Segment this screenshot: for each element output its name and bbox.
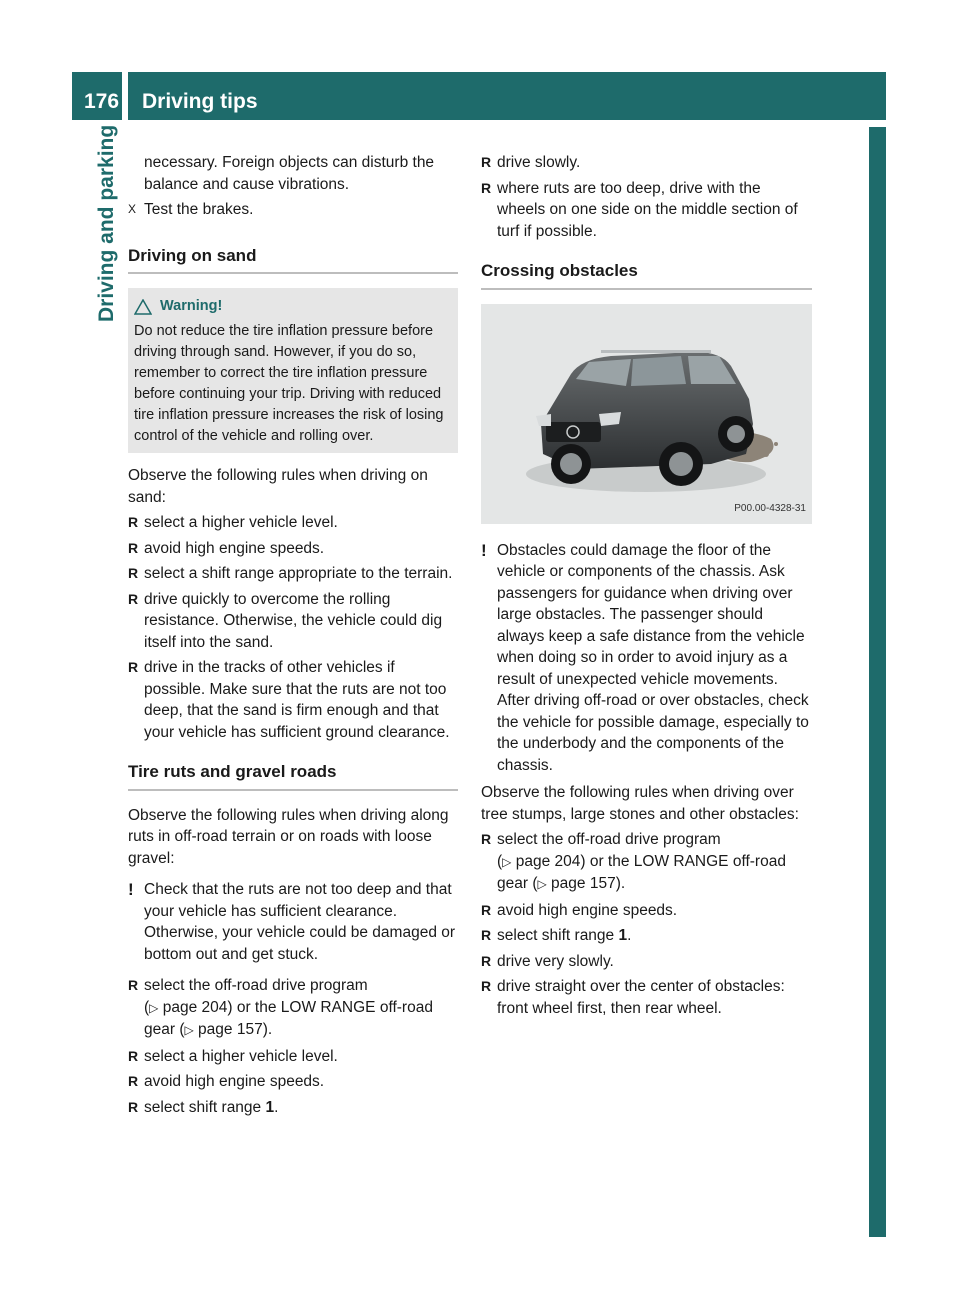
list-item-text: drive in the tracks of other vehicles if possible. Make sure that the ruts are not too deep, that the sand is firm enough and that your vehicle has sufficient ground clearance. bbox=[144, 659, 450, 741]
list-item bbox=[128, 657, 458, 743]
notice-text: Check that the ruts are not too deep and that your vehicle has sufficient clearance. Otherwise, your vehicle could be damaged or bottom out and get stuck. bbox=[144, 881, 456, 963]
period: . bbox=[627, 927, 632, 944]
bullet-icon: R bbox=[481, 901, 492, 918]
list-item bbox=[481, 829, 812, 896]
list-item-text: gear ( bbox=[497, 875, 538, 892]
list-item bbox=[128, 512, 458, 534]
left-column bbox=[128, 152, 458, 1122]
bullet-icon: R bbox=[128, 1047, 139, 1064]
list-item bbox=[128, 1097, 458, 1119]
notice-text: Obstacles could damage the floor of the vehicle or components of the chassis. Ask passengers for guidance when driving over large obstacles. The passenger should always keep a safe distance from the vehicle when doing so in order to avoid injury as a result of unexpected vehicle movements. After driving off-road or over obstacles, check the vehicle for possible damage, especially to the underbody and the components of the chassis. bbox=[497, 541, 809, 774]
warning-text: Do not reduce the tire inflation pressure before driving through sand. However, if you do so, remember to correct the tire inflation pressure before continuing your trip. Driving with reduced tire inflation pressure increases the risk of losing control of the vehicle and rolling over. bbox=[134, 323, 444, 444]
suv-image bbox=[481, 304, 812, 524]
list-item-text: select the off-road drive program bbox=[144, 977, 368, 994]
list-item bbox=[481, 925, 812, 947]
list-item-text: select a higher vehicle level. bbox=[144, 1047, 338, 1065]
section-label: Driving and parking bbox=[95, 124, 118, 322]
list-item-text: where ruts are too deep, drive with the wheels on one side on the middle section of turf if possible. bbox=[497, 179, 798, 240]
page-ref-text[interactable]: page 204) or the LOW RANGE off-road bbox=[162, 998, 433, 1016]
bullet-icon: R bbox=[128, 1073, 139, 1089]
list-item bbox=[128, 1046, 458, 1068]
section-heading-sand: Driving on sand bbox=[128, 245, 458, 275]
list-item-text: avoid high engine speeds. bbox=[497, 901, 678, 919]
warning-header bbox=[134, 296, 450, 317]
list-item bbox=[128, 975, 458, 1042]
warning-title: Warning! bbox=[160, 298, 223, 314]
bullet-icon: R bbox=[128, 590, 139, 607]
list-item-text: drive quickly to overcome the rolling resistance. Otherwise, the vehicle could dig itself into the sand. bbox=[144, 590, 443, 651]
list-item bbox=[481, 951, 812, 973]
bullet-icon: R bbox=[128, 977, 139, 993]
bullet-icon: R bbox=[481, 952, 492, 969]
sand-intro: Observe the following rules when driving on sand: bbox=[128, 467, 428, 506]
list-item bbox=[481, 900, 812, 922]
intro-continuation: necessary. Foreign objects can disturb the balance and cause vibrations. bbox=[144, 154, 435, 193]
shift-range-value: 1 bbox=[265, 1098, 275, 1116]
page-ref-text[interactable]: page 157). bbox=[198, 1021, 273, 1038]
list-item-text: select shift range bbox=[497, 927, 619, 944]
step-text: Test the brakes. bbox=[144, 201, 254, 218]
list-item bbox=[481, 152, 812, 174]
list-item-text: drive very slowly. bbox=[497, 952, 614, 970]
notice-item bbox=[481, 540, 812, 777]
warning-triangle-icon bbox=[134, 299, 152, 315]
paren: ( bbox=[497, 852, 503, 870]
bullet-icon: R bbox=[481, 179, 492, 196]
page-ref-text[interactable]: page 157). bbox=[551, 875, 626, 892]
bullet-icon: R bbox=[128, 565, 139, 581]
figure-code: P00.00-4328-31 bbox=[734, 503, 806, 514]
list-item-text: drive slowly. bbox=[497, 154, 581, 171]
notice-item bbox=[128, 879, 458, 965]
suv-obstacle-illustration bbox=[481, 304, 812, 524]
step-arrow-icon: X bbox=[128, 202, 137, 216]
list-item-text: select the off-road drive program bbox=[497, 831, 721, 848]
page-number: 176 bbox=[72, 72, 122, 120]
section-heading-obstacles: Crossing obstacles bbox=[481, 260, 812, 290]
section-heading-ruts: Tire ruts and gravel roads bbox=[128, 761, 458, 791]
list-item-text: select shift range bbox=[144, 1098, 266, 1116]
list-item-text: select a higher vehicle level. bbox=[144, 514, 338, 531]
bullet-icon: R bbox=[481, 978, 492, 994]
list-item bbox=[128, 538, 458, 560]
list-item bbox=[128, 563, 458, 585]
list-item bbox=[128, 589, 458, 654]
ruts-intro: Observe the following rules when driving along ruts in off-road terrain or on roads with loose gravel: bbox=[128, 806, 449, 867]
list-item-text: avoid high engine speeds. bbox=[144, 1073, 325, 1090]
bullet-icon: R bbox=[128, 1098, 139, 1115]
right-column bbox=[481, 152, 812, 1023]
exclamation-icon: ! bbox=[128, 880, 134, 899]
bullet-icon: R bbox=[481, 154, 492, 170]
bullet-icon: R bbox=[481, 831, 492, 847]
period: . bbox=[274, 1098, 279, 1116]
page-title: Driving tips bbox=[128, 72, 886, 120]
list-item bbox=[481, 976, 812, 1019]
paren: ( bbox=[144, 998, 150, 1016]
list-item-text: gear ( bbox=[144, 1021, 185, 1038]
list-item bbox=[128, 1071, 458, 1093]
list-item-text: avoid high engine speeds. bbox=[144, 539, 325, 557]
bullet-icon: R bbox=[128, 659, 139, 675]
page-ref-arrow-icon: ▷ bbox=[502, 854, 512, 869]
obstacles-intro: Observe the following rules when driving over tree stumps, large stones and other obstacles: bbox=[481, 784, 799, 823]
bullet-icon: R bbox=[128, 539, 139, 556]
bullet-icon: R bbox=[481, 927, 492, 943]
warning-box bbox=[128, 288, 458, 453]
step-item bbox=[128, 199, 458, 221]
page-ref-arrow-icon: ▷ bbox=[184, 1023, 194, 1037]
page-ref-arrow-icon: ▷ bbox=[149, 1000, 159, 1015]
section-sidebar bbox=[869, 127, 886, 1237]
page-ref-arrow-icon: ▷ bbox=[537, 877, 547, 891]
list-item-text: drive straight over the center of obstacles: front wheel first, then rear wheel. bbox=[497, 978, 785, 1017]
shift-range-value: 1 bbox=[618, 927, 628, 944]
list-item bbox=[481, 178, 812, 243]
bullet-icon: R bbox=[128, 514, 139, 530]
list-item-text: select a shift range appropriate to the terrain. bbox=[144, 565, 453, 582]
page-ref-text[interactable]: page 204) or the LOW RANGE off-road bbox=[515, 852, 786, 870]
exclamation-icon: ! bbox=[481, 540, 487, 560]
